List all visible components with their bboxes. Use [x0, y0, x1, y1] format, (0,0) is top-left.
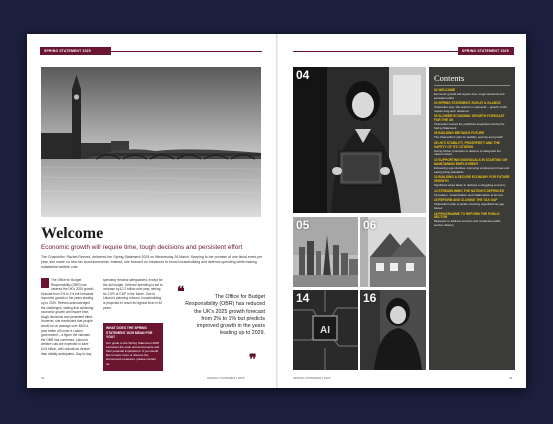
contents-item[interactable]	[434, 190, 510, 198]
drop-cap-block	[41, 278, 49, 288]
contents-item-description: The Chancellor's plan for stability, security and growth	[434, 135, 503, 140]
contents-item-heading: 06 BUILDING BRITAIN'S FUTURE	[434, 131, 485, 136]
contents-item[interactable]	[434, 102, 510, 113]
callout-title: WHAT DOES THE SPRING STATEMENT 2025 MEAN FOR YOU?	[106, 326, 153, 339]
header-rule-left	[111, 51, 262, 52]
contents-item-description: Measures to address services and modernise public service delivery	[434, 219, 501, 227]
welcome-title: Welcome	[41, 225, 104, 242]
contents-item-heading: 16 REFORM AND CLOSING THE TAX GAP	[434, 198, 498, 203]
contents-list	[434, 89, 510, 228]
contents-item[interactable]	[434, 176, 510, 187]
footer-title-left: SPRING STATEMENT 2025	[207, 376, 245, 380]
body-column-2: spending remains safeguarded, except for the aid budget. Defence spending is set to increase by £2.2 billion next year, aiming for 2.5% of GDP in the future. Due to Labour's planning reforms, housebuilding is projected to reach its highest level in 40 years.	[103, 278, 163, 310]
tile-photo-circuit	[293, 290, 358, 370]
contents-item[interactable]	[434, 213, 510, 228]
tile-number-06: 06	[363, 218, 377, 232]
svg-text:AI: AI	[320, 325, 330, 336]
pull-quote: The Office for Budget Responsibility (OBR) has reduced the UK's 2025 growth forecast from 2% to 1% but predicts improved growth in the years leading up to 2029.	[185, 294, 265, 337]
contents-panel	[429, 67, 515, 370]
contents-item-description: Chancellor's plan to tackle incoming unjustified tax gap issues	[434, 202, 505, 210]
quote-open-icon: ❝	[177, 285, 185, 300]
spine	[276, 34, 278, 388]
page-number-right: 03	[509, 376, 513, 380]
westminster-photo	[41, 67, 261, 217]
contents-item-description: Chancellor says 'the world is in upheaval' – growth; it will require long-term decisions	[434, 105, 507, 113]
contents-title: Contents	[434, 73, 510, 86]
header-rule-right	[293, 51, 458, 52]
tile-photo-skyline	[293, 217, 358, 287]
footer-title-right: SPRING STATEMENT 2025	[293, 376, 331, 380]
contents-item-description: Chancellor revised the published projections during the Spring Statement	[434, 122, 505, 130]
contents-item[interactable]	[434, 159, 510, 174]
welcome-subtitle: Economic growth will require time, tough decisions and persistent effort	[41, 244, 243, 251]
contents-item-heading: 04 SPRING STATEMENT 2025 AT A GLANCE	[434, 101, 501, 106]
tile-number-04: 04	[296, 68, 310, 82]
callout-text: Our guide to the Spring Statement 2025 examines the main announcements and their potential implications. If you would like to learn more or discuss the announced measures, please contact us.	[106, 340, 160, 366]
callout-box	[103, 323, 163, 371]
contents-item[interactable]	[434, 142, 510, 157]
quote-close-icon: ❞	[249, 353, 257, 368]
tile-photo-portrait	[360, 290, 426, 370]
header-tag-right: SPRING STATEMENT 2025	[458, 47, 514, 55]
contents-item-heading: 12 BUILDING A SECURE ECONOMY FOR FUTURE GROWTH	[434, 175, 510, 184]
tile-number-14: 14	[296, 291, 310, 305]
contents-item-heading: 10 SUPPORTING INDIVIDUALS IN STARTING OR MAINTAINING EMPLOYMENT	[434, 158, 508, 167]
contents-item-heading: 14 STREAMLINING THE NATION'S DEFENCES	[434, 188, 504, 193]
contents-item-description: Giving further protection to defence to safeguard the nation's future	[434, 148, 501, 157]
tile-photo-chancellor	[293, 67, 426, 213]
contents-item[interactable]	[434, 132, 510, 140]
tile-number-05: 05	[296, 218, 310, 232]
tile-photo-houses	[360, 217, 426, 287]
contents-item-description: Enhancing opportunities, improving employment times and easing living standards	[434, 165, 510, 174]
body-column-1	[41, 278, 95, 356]
contents-item-heading: 08 UK'S STABILITY, PROSPERITY AND THE SAFETY OF ITS CITIZENS	[434, 141, 500, 149]
header-tag-left: SPRING STATEMENT 2025	[40, 47, 111, 55]
page-number-left: 02	[41, 376, 45, 380]
welcome-intro: The Chancellor, Rachel Reeves, delivered her Spring Statement 2025 on Wednesday 26 March. Keeping to her promise of one fiscal event per year, she made no new tax announcements. Instead, she focused on measures to boost housebuilding and defence spending while making substantial welfare cuts.	[41, 255, 263, 269]
contents-item-heading: 05 SLOWER ECONOMIC GROWTH FORECAST FOR THE UK	[434, 114, 505, 123]
contents-item-description: Significant steps taken to address a struggling economy	[434, 183, 506, 188]
contents-item-description: Innovation, modernisation and collaboration at its core	[434, 192, 504, 197]
magazine-spread	[27, 34, 526, 388]
contents-item-description: Economic growth will require time, tough decisions and persistent effort	[434, 91, 505, 100]
contents-item[interactable]	[434, 199, 510, 210]
contents-item[interactable]	[434, 89, 510, 100]
tile-number-16: 16	[363, 291, 377, 305]
contents-item-heading: 02 WELCOME	[434, 88, 456, 92]
contents-item-heading: 18 PROGRAMME TO REFORM THE PUBLIC SECTOR	[434, 211, 500, 220]
contents-item[interactable]	[434, 115, 510, 130]
body-column-1-text: The Office for Budget Responsibility (OBR) has lowered the UK's 2025 growth forecast from 2% to 1% but forecasts improved growth in the years leading up to 2029. Reeves acknowledged the challenges, stating that achieving economic growth will require time, tough decisions and persistent effort. However, she mentioned that people would be on average over £500 a year better off under a Labour government – a figure the claimant the OBR has confirmed. Labour's welfare cuts are expected to save £4.8 billion, with reductions deeper than initially anticipated. Day-to-day	[41, 278, 94, 356]
